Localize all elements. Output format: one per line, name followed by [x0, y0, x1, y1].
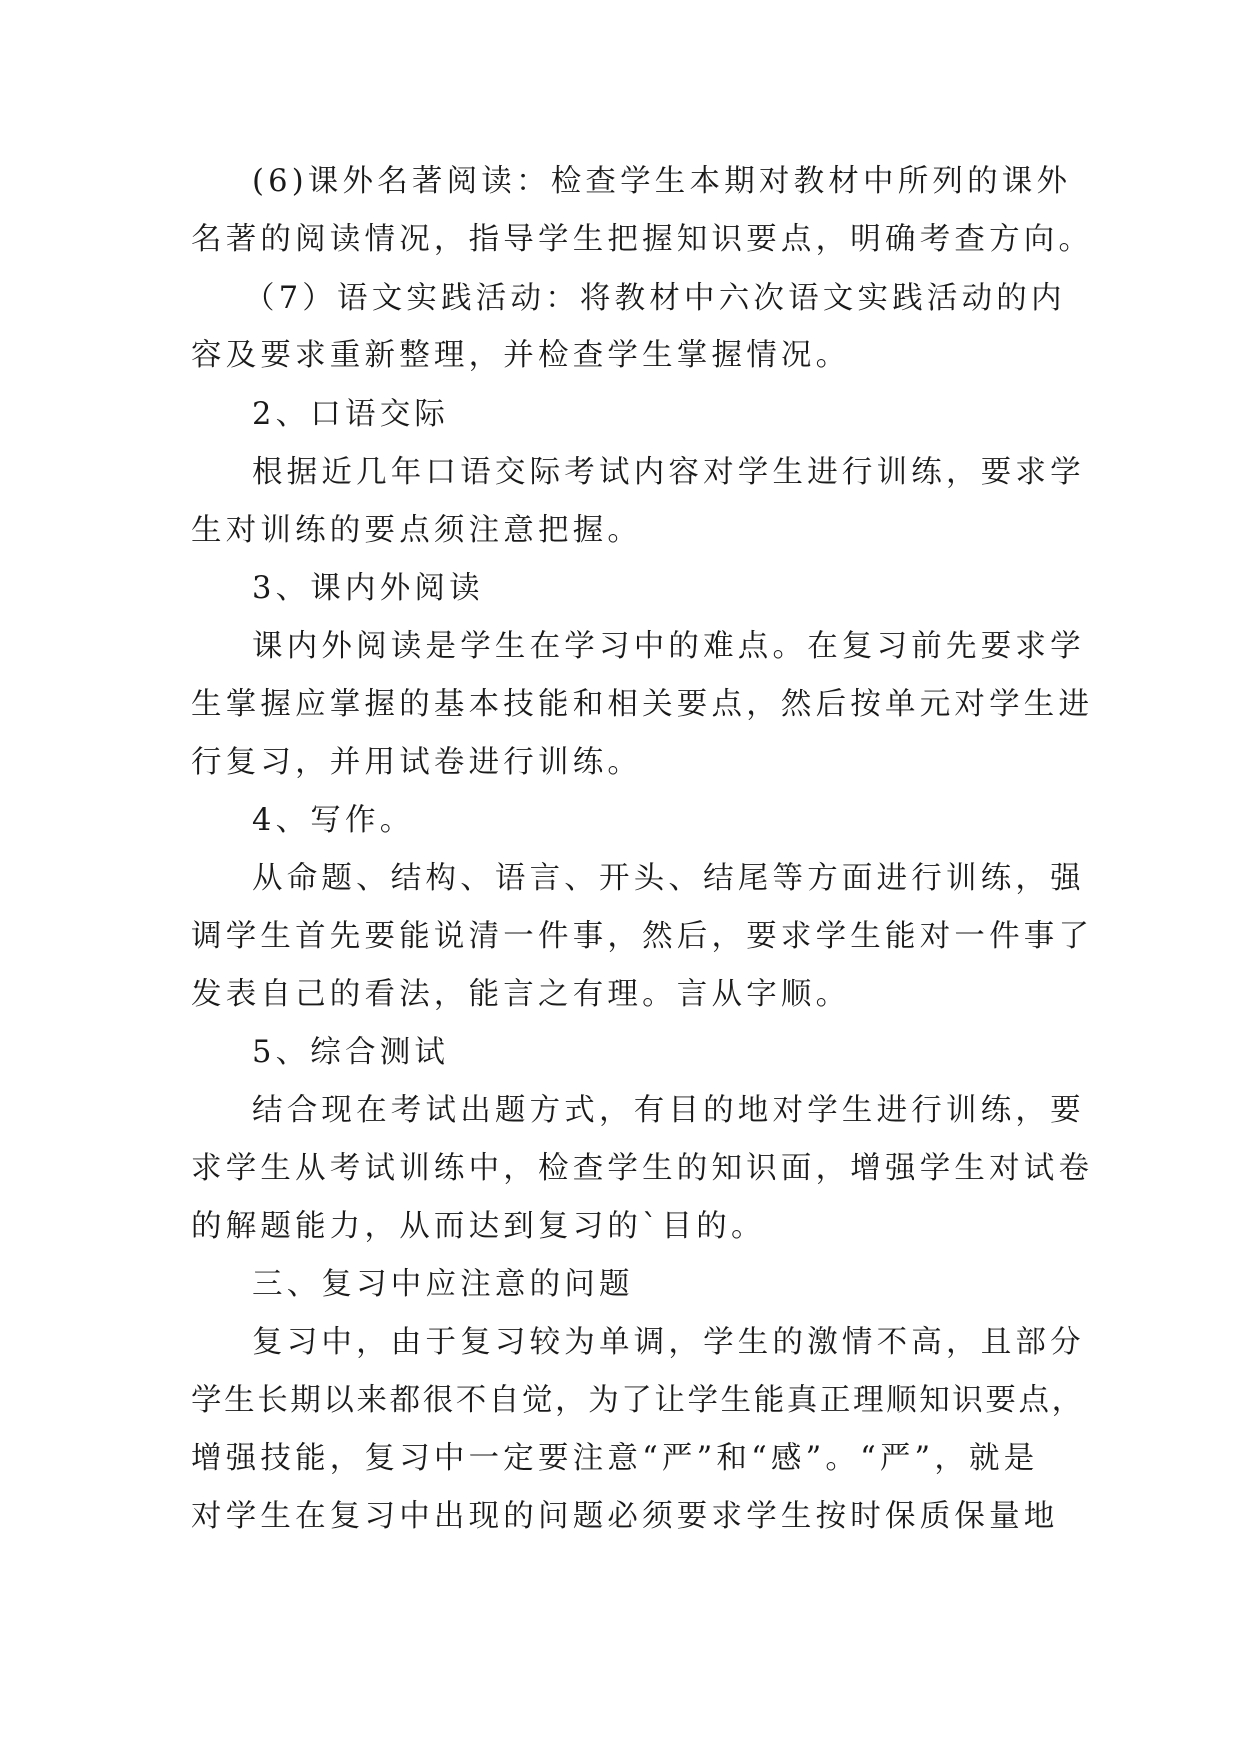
paragraph-line: 名著的阅读情况，指导学生把握知识要点，明确考查方向。 [191, 222, 1094, 257]
paragraph-line: 生对训练的要点须注意把握。 [191, 513, 643, 548]
paragraph-line: 容及要求重新整理，并检查学生掌握情况。 [191, 338, 851, 373]
paragraph-line: 的解题能力，从而达到复习的`目的。 [191, 1209, 766, 1244]
paragraph-line: 复习中，由于复习较为单调，学生的激情不高，且部分 [252, 1325, 1085, 1360]
paragraph-line: 求学生从考试训练中，检查学生的知识面，增强学生对试卷 [191, 1151, 1094, 1186]
section-heading: 4、写作。 [252, 803, 415, 838]
paragraph-line: 从命题、结构、语言、开头、结尾等方面进行训练，强 [252, 861, 1085, 896]
paragraph-line: （7）语文实践活动：将教材中六次语文实践活动的内 [244, 281, 1066, 316]
paragraph-line: 增强技能，复习中一定要注意“严”和“感”。“严”，就是 [191, 1441, 1039, 1476]
paragraph-line: 发表自己的看法，能言之有理。言从字顺。 [191, 977, 851, 1012]
paragraph-line: 根据近几年口语交际考试内容对学生进行训练，要求学 [252, 455, 1085, 490]
section-heading: 2、口语交际 [252, 397, 450, 432]
section-heading: 5、综合测试 [252, 1035, 450, 1070]
section-heading: 3、课内外阅读 [252, 571, 484, 606]
paragraph-line: 课内外阅读是学生在学习中的难点。在复习前先要求学 [252, 629, 1085, 664]
paragraph-line: 生掌握应掌握的基本技能和相关要点，然后按单元对学生进 [191, 687, 1094, 722]
paragraph-line: (6)课外名著阅读：检查学生本期对教材中所列的课外 [252, 164, 1072, 199]
paragraph-line: 调学生首先要能说清一件事，然后，要求学生能对一件事了 [191, 919, 1094, 954]
paragraph-line: 学生长期以来都很不自觉，为了让学生能真正理顺知识要点， [191, 1383, 1085, 1418]
section-heading: 三、复习中应注意的问题 [252, 1267, 634, 1302]
paragraph-line: 结合现在考试出题方式，有目的地对学生进行训练，要 [252, 1093, 1085, 1128]
paragraph-line: 对学生在复习中出现的问题必须要求学生按时保质保量地 [191, 1499, 1059, 1534]
paragraph-line: 行复习，并用试卷进行训练。 [191, 745, 643, 780]
